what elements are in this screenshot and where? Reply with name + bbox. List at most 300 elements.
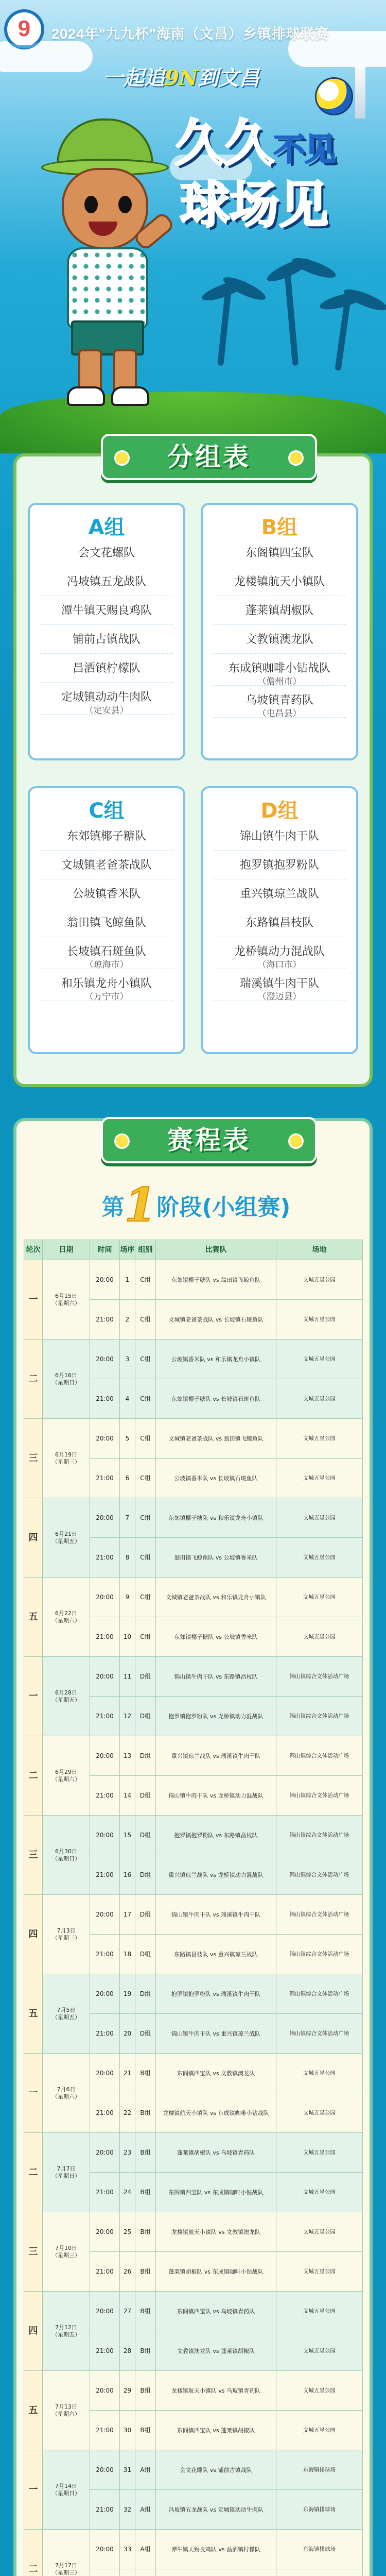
venue-cell: 文城五星公园 — [276, 2411, 363, 2450]
table-row — [24, 2212, 363, 2252]
venue-cell: 文城五星公园 — [276, 2054, 363, 2093]
group-D — [201, 786, 358, 1054]
time-cell: 20:00 — [90, 1340, 120, 1379]
table-row — [24, 1260, 363, 1300]
team-name: 翁田镇飞鲸鱼队 — [66, 917, 146, 929]
logo-text: 9 — [17, 16, 31, 41]
column-header: 轮次 — [24, 1240, 43, 1260]
teams-cell: 蓬莱镇胡椒队 vs 东成镇咖啡小钻战队 — [156, 2252, 276, 2292]
time-cell: 20:00 — [90, 2530, 120, 2569]
match-no-cell — [120, 2569, 135, 2576]
round-cell: 四 — [24, 2292, 43, 2371]
venue-cell: 文城五星公园 — [276, 1340, 363, 1379]
table-row — [24, 1578, 363, 1617]
time-cell: 20:00 — [90, 1260, 120, 1300]
match-no-cell: 9 — [120, 1578, 135, 1617]
teams-cell: 潭牛镇天赐良鸡队 vs 昌洒镇柠檬队 — [156, 2530, 276, 2569]
group-cell: D组 — [135, 1657, 156, 1697]
match-no-cell: 13 — [120, 1736, 135, 1776]
mascot-illustration — [31, 118, 185, 407]
divider — [213, 717, 346, 718]
match-no-cell: 2 — [120, 1300, 135, 1340]
team-region: （澄迈县） — [257, 992, 302, 1002]
match-no-cell: 10 — [120, 1617, 135, 1657]
team-name: 东成镇咖啡小钻战队 — [228, 662, 330, 675]
time-cell: 20:00 — [90, 2371, 120, 2411]
stage1-table — [24, 1240, 363, 2576]
team-name: 文城镇老爸茶战队 — [61, 859, 152, 872]
teams-cell: 东郊镇椰子糖队 vs 长坡镇石斑鱼队 — [156, 1379, 276, 1419]
group-name: D组 — [260, 799, 299, 823]
group-cell: B组 — [135, 2331, 156, 2371]
group-cell: A组 — [135, 2530, 156, 2569]
group-name: C组 — [89, 799, 125, 823]
rocket-icon — [355, 62, 365, 118]
date-cell: 7月6日 （星期六） — [43, 2054, 90, 2133]
logo-ring — [9, 33, 39, 48]
table-row — [24, 1974, 363, 2014]
venue-cell: 文城五星公园 — [276, 2371, 363, 2411]
time-cell: 20:00 — [90, 2054, 120, 2093]
schedule-section-title: 赛程表 — [167, 1125, 251, 1155]
match-no-cell: 17 — [120, 1895, 135, 1935]
main-title-part2: 不见 — [274, 132, 336, 168]
match-no-cell: 29 — [120, 2371, 135, 2411]
group-cell: C组 — [135, 1459, 156, 1498]
venue-cell: 锦山镇综合文体活动广场 — [276, 1974, 363, 2014]
team-name: 长坡镇石斑鱼队 — [66, 945, 146, 958]
time-cell: 20:00 — [90, 1974, 120, 2014]
teams-cell: 东郊镇椰子糖队 vs 公坡镇香米队 — [156, 1617, 276, 1657]
match-no-cell: 32 — [120, 2490, 135, 2530]
match-no-cell: 3 — [120, 1340, 135, 1379]
match-no-cell: 30 — [120, 2411, 135, 2450]
group-cell: B组 — [135, 2371, 156, 2411]
team-name: 会文花螺队 — [78, 547, 135, 560]
team-region: （定安县） — [84, 705, 129, 716]
group-cell: C组 — [135, 1419, 156, 1459]
table-row — [24, 1895, 363, 1935]
venue-cell: 东海镇排球场 — [276, 2530, 363, 2569]
group-cell: A组 — [135, 2450, 156, 2490]
teams-cell: 文教镇澳龙队 vs 蓬莱镇胡椒队 — [156, 2331, 276, 2371]
venue-cell: 锦山镇综合文体活动广场 — [276, 1855, 363, 1895]
teams-cell: 抱罗镇抱罗粉队 vs 龙桥镇动力混战队 — [156, 1697, 276, 1736]
group-cell: C组 — [135, 1538, 156, 1578]
venue-cell: 锦山镇综合文体活动广场 — [276, 1895, 363, 1935]
time-cell: 21:00 — [90, 1379, 120, 1419]
group-section-header — [101, 434, 317, 480]
group-cell: C组 — [135, 1379, 156, 1419]
time-cell: 21:00 — [90, 1855, 120, 1895]
stage1-heading: 第1阶段(小组赛) — [101, 1178, 291, 1232]
match-no-cell: 26 — [120, 2252, 135, 2292]
venue-cell: 文城五星公园 — [276, 2093, 363, 2133]
match-no-cell: 14 — [120, 1776, 135, 1816]
venue-cell: 锦山镇综合文体活动广场 — [276, 2014, 363, 2054]
date-cell: 7月17日 （星期三） — [43, 2530, 90, 2576]
group-section-title: 分组表 — [167, 442, 251, 472]
volleyball-icon — [315, 77, 353, 115]
table-row — [24, 1657, 363, 1697]
main-title-line2: 球场见 — [180, 176, 328, 234]
team-region: （儋州市） — [257, 676, 302, 687]
divider — [40, 624, 173, 625]
time-cell: 21:00 — [90, 1617, 120, 1657]
teams-cell: 东路镇昌枝队 vs 重兴镇琼兰战队 — [156, 1935, 276, 1974]
teams-cell: 东郊镇椰子糖队 vs 和乐镇龙舟小镇队 — [156, 1498, 276, 1538]
group-cell: B组 — [135, 2173, 156, 2212]
date-cell: 6月29日 （星期六） — [43, 1736, 90, 1816]
date-cell: 7月13日 （星期六） — [43, 2371, 90, 2450]
table-row — [24, 1498, 363, 1538]
divider — [40, 653, 173, 654]
match-no-cell: 23 — [120, 2133, 135, 2173]
teams-cell: 重兴镇琼兰战队 vs 瑞溪镇牛肉干队 — [156, 1736, 276, 1776]
round-cell: 一 — [24, 1260, 43, 1340]
round-cell: 一 — [24, 1657, 43, 1736]
table-row — [24, 2371, 363, 2411]
teams-cell: 锦山镇牛肉干队 vs 瑞溪镇牛肉干队 — [156, 1895, 276, 1935]
group-cell: C组 — [135, 1578, 156, 1617]
divider — [40, 714, 173, 715]
round-cell: 二 — [24, 1736, 43, 1816]
group-cell: C组 — [135, 1340, 156, 1379]
teams-cell: 抱罗镇抱罗粉队 vs 瑞溪镇牛肉干队 — [156, 1974, 276, 2014]
teams-cell — [156, 2569, 276, 2576]
venue-cell: 文城五星公园 — [276, 1379, 363, 1419]
match-no-cell: 18 — [120, 1935, 135, 1974]
teams-cell: 龙楼镇航天小镇队 vs 乌坡镇青药队 — [156, 2371, 276, 2411]
venue-cell: 文城五星公园 — [276, 2331, 363, 2371]
schedule-card — [13, 1118, 373, 2576]
venue-cell: 文城五星公园 — [276, 1498, 363, 1538]
group-card — [13, 442, 373, 1087]
match-no-cell: 1 — [120, 1260, 135, 1300]
time-cell: 20:00 — [90, 2292, 120, 2331]
match-no-cell: 7 — [120, 1498, 135, 1538]
time-cell: 21:00 — [90, 2093, 120, 2133]
table-row — [24, 2450, 363, 2490]
team-name: 昌洒镇柠檬队 — [72, 662, 141, 675]
event-title: 2024年"九九杯"海南（文昌）乡镇排球联赛 — [51, 26, 329, 42]
match-no-cell: 31 — [120, 2450, 135, 2490]
group-cell: A组 — [135, 2490, 156, 2530]
teams-cell: 东郊镇椰子糖队 vs 翁田镇飞鲸鱼队 — [156, 1260, 276, 1300]
time-cell: 21:00 — [90, 1459, 120, 1498]
team-name: 定城镇动动牛肉队 — [61, 691, 152, 704]
time-cell: 21:00 — [90, 2252, 120, 2292]
table-row — [24, 2530, 363, 2569]
slogan-suffix: 到文昌 — [198, 66, 260, 90]
team-name: 重兴镇琼兰战队 — [239, 888, 319, 901]
time-cell: 21:00 — [90, 2411, 120, 2450]
time-cell: 20:00 — [90, 1657, 120, 1697]
teams-cell: 文城镇老爸茶战队 vs 和乐镇龙舟小镇队 — [156, 1578, 276, 1617]
group-cell: B组 — [135, 2133, 156, 2173]
table-header-row — [24, 1240, 363, 1260]
table-row — [24, 2133, 363, 2173]
round-cell: 一 — [24, 2054, 43, 2133]
group-A — [28, 503, 185, 760]
team-name: 东路镇昌枝队 — [245, 917, 313, 929]
time-cell: 21:00 — [90, 1776, 120, 1816]
column-header: 日期 — [43, 1240, 90, 1260]
group-cell: C组 — [135, 1300, 156, 1340]
time-cell: 21:00 — [90, 1935, 120, 1974]
venue-cell: 锦山镇综合文体活动广场 — [276, 1697, 363, 1736]
teams-cell: 抱罗镇抱罗粉队 vs 东路镇昌枝队 — [156, 1816, 276, 1855]
date-cell: 7月10日 （星期三） — [43, 2212, 90, 2292]
team-name: 铺前古镇战队 — [72, 633, 141, 646]
team-name: 东阁镇四宝队 — [245, 547, 313, 560]
team-region: （万宁市） — [84, 992, 129, 1002]
group-cell: C组 — [135, 1260, 156, 1300]
venue-cell: 文城五星公园 — [276, 1419, 363, 1459]
teams-cell: 东阁镇四宝队 vs 文教镇澳龙队 — [156, 2054, 276, 2093]
column-header: 组别 — [135, 1240, 156, 1260]
time-cell: 20:00 — [90, 1419, 120, 1459]
teams-cell: 龙楼镇航天小镇队 vs 文教镇澳龙队 — [156, 2212, 276, 2252]
match-no-cell: 4 — [120, 1379, 135, 1419]
match-no-cell: 20 — [120, 2014, 135, 2054]
group-cell: D组 — [135, 1736, 156, 1776]
round-cell: 五 — [24, 1974, 43, 2054]
group-cell: B组 — [135, 2252, 156, 2292]
venue-cell: 文城五星公园 — [276, 1617, 363, 1657]
date-cell: 7月7日 （星期日） — [43, 2133, 90, 2212]
team-region: （屯昌县） — [257, 708, 302, 719]
team-name: 蓬莱镇胡椒队 — [245, 604, 313, 617]
teams-cell: 会文花螺队 vs 铺前古镇战队 — [156, 2450, 276, 2490]
logo — [4, 9, 44, 49]
date-cell: 7月14日 （星期日） — [43, 2450, 90, 2530]
teams-cell: 文城镇老爸茶战队 vs 翁田镇飞鲸鱼队 — [156, 1419, 276, 1459]
match-no-cell: 5 — [120, 1419, 135, 1459]
venue-cell: 锦山镇综合文体活动广场 — [276, 1935, 363, 1974]
match-no-cell: 11 — [120, 1657, 135, 1697]
group-cell: D组 — [135, 1697, 156, 1736]
divider — [40, 850, 173, 851]
slogan-number: 9N — [165, 66, 198, 90]
venue-cell: 锦山镇综合文体活动广场 — [276, 1816, 363, 1855]
group-cell: C组 — [135, 1617, 156, 1657]
group-cell: D组 — [135, 1935, 156, 1974]
time-cell: 20:00 — [90, 2450, 120, 2490]
match-no-cell: 15 — [120, 1816, 135, 1855]
venue-cell: 文城五星公园 — [276, 2212, 363, 2252]
date-cell: 6月22日 （星期六） — [43, 1578, 90, 1657]
group-cell: B组 — [135, 2093, 156, 2133]
time-cell: 20:00 — [90, 1578, 120, 1617]
date-cell: 6月19日 （星期三） — [43, 1419, 90, 1498]
group-cell: B组 — [135, 2292, 156, 2331]
round-cell: 二 — [24, 2530, 43, 2576]
venue-cell: 文城五星公园 — [276, 1538, 363, 1578]
venue-cell: 东海镇排球场 — [276, 2450, 363, 2490]
team-name: 龙楼镇航天小镇队 — [234, 575, 325, 588]
venue-cell: 文城五星公园 — [276, 2173, 363, 2212]
date-cell: 6月16日 （星期日） — [43, 1340, 90, 1419]
date-cell: 7月5日 （星期五） — [43, 1974, 90, 2054]
teams-cell: 东阁镇四宝队 vs 蓬莱镇胡椒队 — [156, 2411, 276, 2450]
date-cell: 7月3日 （星期三） — [43, 1895, 90, 1974]
time-cell: 20:00 — [90, 1816, 120, 1855]
slogan — [103, 62, 319, 90]
teams-cell: 东阁镇四宝队 vs 东成镇咖啡小钻战队 — [156, 2173, 276, 2212]
teams-cell: 重兴镇琼兰战队 vs 龙桥镇动力混战队 — [156, 1855, 276, 1895]
round-cell: 二 — [24, 1340, 43, 1419]
venue-cell: 文城五星公园 — [276, 2252, 363, 2292]
teams-cell: 翁田镇飞鲸鱼队 vs 公坡镇香米队 — [156, 1538, 276, 1578]
table-row — [24, 1419, 363, 1459]
time-cell: 21:00 — [90, 1538, 120, 1578]
team-name: 龙桥镇动力混战队 — [234, 945, 325, 958]
round-cell: 四 — [24, 1895, 43, 1974]
group-cell: B组 — [135, 2411, 156, 2450]
group-cell: C组 — [135, 1498, 156, 1538]
group-name: A组 — [88, 516, 125, 539]
venue-cell: 文城五星公园 — [276, 2292, 363, 2331]
time-cell: 21:00 — [90, 2490, 120, 2530]
divider — [213, 653, 346, 654]
round-cell: 四 — [24, 1498, 43, 1578]
divider — [213, 685, 346, 686]
divider — [213, 624, 346, 625]
teams-cell: 文城镇老爸茶战队 vs 长坡镇石斑鱼队 — [156, 1300, 276, 1340]
round-cell: 一 — [24, 2450, 43, 2530]
match-no-cell: 28 — [120, 2331, 135, 2371]
table-row — [24, 1816, 363, 1855]
match-no-cell: 8 — [120, 1538, 135, 1578]
venue-cell: 文城五星公园 — [276, 1300, 363, 1340]
round-cell: 三 — [24, 2212, 43, 2292]
match-no-cell: 16 — [120, 1855, 135, 1895]
divider — [40, 682, 173, 683]
venue-cell: 文城五星公园 — [276, 1578, 363, 1617]
group-B — [201, 503, 358, 760]
date-cell: 6月28日 （星期五） — [43, 1657, 90, 1736]
match-no-cell: 24 — [120, 2173, 135, 2212]
team-region: （海口市） — [257, 960, 302, 970]
team-name: 和乐镇龙舟小镇队 — [61, 977, 152, 990]
main-title-part1: 久久 — [175, 114, 274, 172]
team-name: 潭牛镇天赐良鸡队 — [61, 604, 152, 617]
match-no-cell: 21 — [120, 2054, 135, 2093]
teams-cell: 锦山镇牛肉干队 vs 龙桥镇动力混战队 — [156, 1776, 276, 1816]
table-row — [24, 1340, 363, 1379]
venue-cell: 锦山镇综合文体活动广场 — [276, 1736, 363, 1776]
time-cell: 21:00 — [90, 1697, 120, 1736]
table-row — [24, 2292, 363, 2331]
round-cell: 五 — [24, 2371, 43, 2450]
group-cell: D组 — [135, 1895, 156, 1935]
time-cell: 20:00 — [90, 1498, 120, 1538]
match-no-cell: 6 — [120, 1459, 135, 1498]
group-cell: B组 — [135, 2054, 156, 2093]
date-cell: 6月30日 （星期日） — [43, 1816, 90, 1895]
group-name: B组 — [261, 516, 298, 539]
main-title — [175, 116, 376, 235]
teams-cell: 冯坡镇五龙战队 vs 定城镇动动牛肉队 — [156, 2490, 276, 2530]
date-cell: 7月12日 （星期五） — [43, 2292, 90, 2371]
time-cell — [90, 2569, 120, 2576]
teams-cell: 锦山镇牛肉干队 vs 重兴镇琼兰战队 — [156, 2014, 276, 2054]
match-no-cell: 27 — [120, 2292, 135, 2331]
slogan-prefix: 一起追 — [103, 66, 165, 90]
venue-cell — [276, 2569, 363, 2576]
table-row — [24, 1736, 363, 1776]
venue-cell: 东海镇排球场 — [276, 2490, 363, 2530]
time-cell: 21:00 — [90, 2331, 120, 2371]
match-no-cell: 22 — [120, 2093, 135, 2133]
round-cell: 二 — [24, 2133, 43, 2212]
team-region: （琼海市） — [84, 960, 129, 970]
teams-cell: 东阁镇四宝队 vs 乌坡镇青药队 — [156, 2292, 276, 2331]
team-name: 锦山镇牛肉干队 — [239, 830, 319, 843]
time-cell: 21:00 — [90, 2173, 120, 2212]
table-row — [24, 2054, 363, 2093]
round-cell: 三 — [24, 1419, 43, 1498]
group-cell: D组 — [135, 2014, 156, 2054]
group-cell: D组 — [135, 1776, 156, 1816]
group-cell: D组 — [135, 1855, 156, 1895]
venue-cell: 文城五星公园 — [276, 2133, 363, 2173]
team-name: 东郊镇椰子糖队 — [66, 830, 146, 843]
venue-cell: 锦山镇综合文体活动广场 — [276, 1776, 363, 1816]
divider — [213, 850, 346, 851]
schedule-section-header — [101, 1117, 317, 1163]
venue-cell: 文城五星公园 — [276, 1459, 363, 1498]
teams-cell: 蓬莱镇胡椒队 vs 乌坡镇青药队 — [156, 2133, 276, 2173]
venue-cell: 文城五星公园 — [276, 1260, 363, 1300]
column-header: 比赛队 — [156, 1240, 276, 1260]
teams-cell: 龙楼镇航天小镇队 vs 东成镇咖啡小钻战队 — [156, 2093, 276, 2133]
match-no-cell: 12 — [120, 1697, 135, 1736]
teams-cell: 公坡镇香米队 vs 长坡镇石斑鱼队 — [156, 1459, 276, 1498]
column-header: 时间 — [90, 1240, 120, 1260]
venue-cell: 锦山镇综合文体活动广场 — [276, 1657, 363, 1697]
team-name: 乌坡镇青药队 — [245, 694, 313, 707]
time-cell: 20:00 — [90, 1895, 120, 1935]
time-cell: 21:00 — [90, 1300, 120, 1340]
round-cell: 三 — [24, 1816, 43, 1895]
match-no-cell: 33 — [120, 2530, 135, 2569]
group-cell: D组 — [135, 1816, 156, 1855]
group-cell: B组 — [135, 2212, 156, 2252]
date-cell: 6月21日 （星期五） — [43, 1498, 90, 1578]
team-name: 公坡镇香米队 — [72, 888, 141, 901]
match-no-cell: 25 — [120, 2212, 135, 2252]
match-no-cell: 19 — [120, 1974, 135, 2014]
teams-cell: 锦山镇牛肉干队 vs 东路镇昌枝队 — [156, 1657, 276, 1697]
group-cell — [135, 2569, 156, 2576]
teams-cell: 公坡镇香米队 vs 和乐镇龙舟小镇队 — [156, 1340, 276, 1379]
time-cell: 21:00 — [90, 2014, 120, 2054]
team-name: 瑞溪镇牛肉干队 — [239, 977, 319, 990]
date-cell: 6月15日 （星期六） — [43, 1260, 90, 1340]
column-header: 场地 — [276, 1240, 363, 1260]
round-cell: 五 — [24, 1578, 43, 1657]
team-name: 冯坡镇五龙战队 — [66, 575, 146, 588]
time-cell: 20:00 — [90, 2133, 120, 2173]
group-cell: D组 — [135, 1974, 156, 2014]
time-cell: 20:00 — [90, 1736, 120, 1776]
team-name: 抱罗镇抱罗粉队 — [239, 859, 319, 872]
column-header: 场序 — [120, 1240, 135, 1260]
time-cell: 20:00 — [90, 2212, 120, 2252]
team-name: 文教镇澳龙队 — [245, 633, 313, 646]
